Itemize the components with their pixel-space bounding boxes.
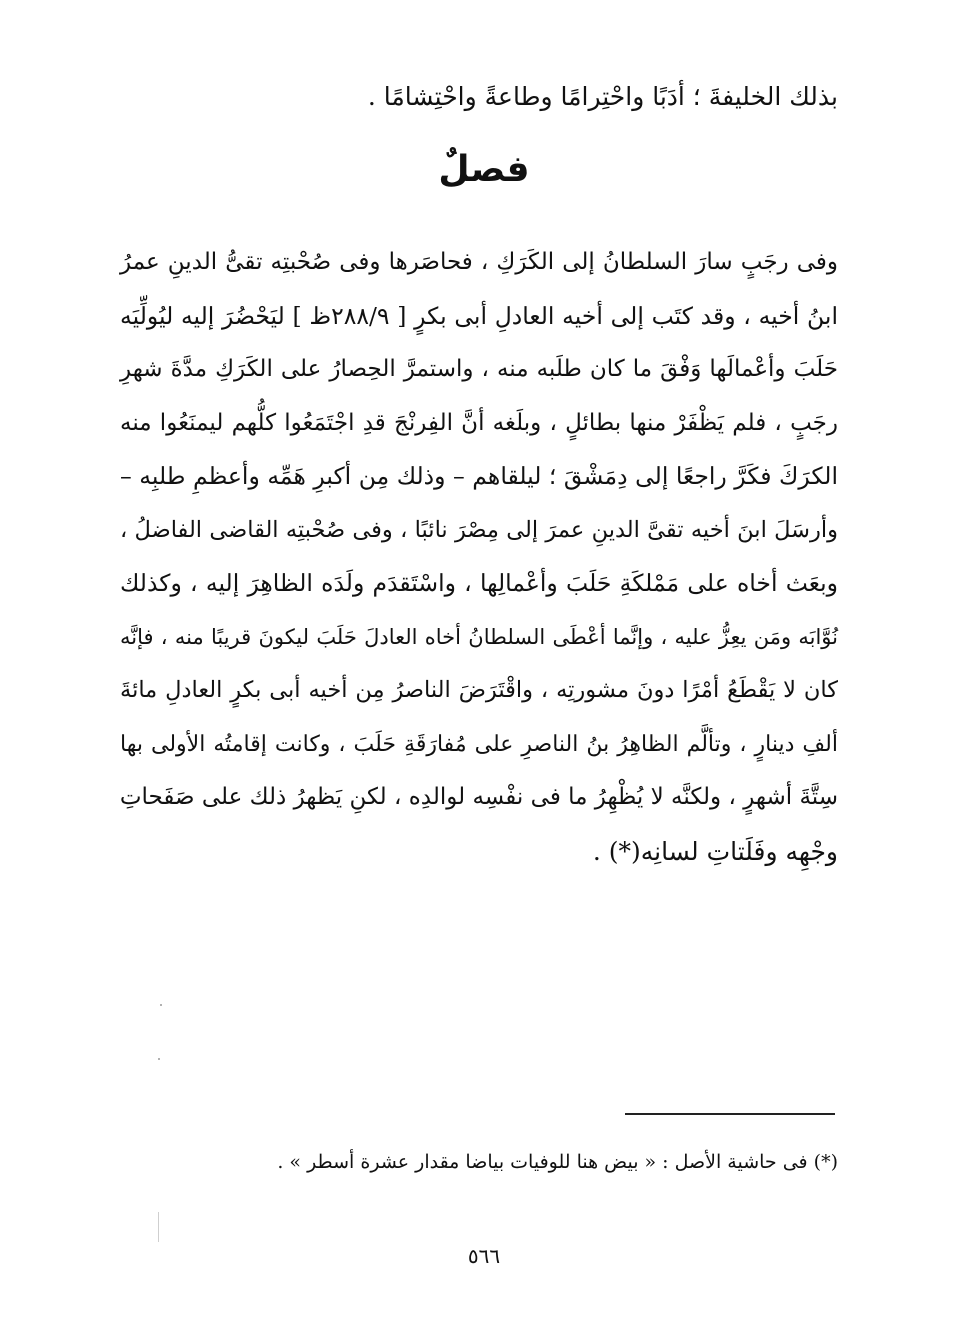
text-line: سِتَّةَ أشهرٍ ، ولكنَّه لا يُظْهِرُ ما فى نفْسِه لوالدِه ، لكنِ يَظهرُ ذلك على صَفَحاتِ bbox=[119, 784, 838, 810]
text-line: ابنُ أخيه ، وقد كتَب إلى أخيه العادلِ أبى بكرٍ [ ٢٨٨/٩ظ ] ليَحْضُرَ إليه ليُولِّيَه bbox=[120, 301, 838, 330]
footnote-separator bbox=[625, 1113, 835, 1115]
body-paragraph bbox=[120, 236, 838, 878]
text-line: وأرسَلَ ابنَ أخيه تقىَّ الدينِ عمرَ إلى مِصْرَ نائبًا ، وفى صُحْبتِه القاضى الفاضلُ ، bbox=[120, 516, 838, 543]
scan-speck bbox=[158, 1058, 160, 1060]
text-line: وفى رجَبٍ سارَ السلطانُ إلى الكَرَكِ ، فحاصَرها وفى صُحْبتِه تقىُّ الدينِ عمرُ bbox=[120, 249, 838, 275]
text-line: ألفِ دينارٍ ، وتألَّم الظاهِرُ بنُ الناصرِ على مُفارَقَةِ حَلَبَ ، وكانت إقامتُه الأولى بها bbox=[120, 731, 838, 757]
text-line: وبعَث أخاه على مَمْلكَةِ حَلَبَ وأعْمالِها ، واسْتَقدَم ولَدَه الظاهِرَ إليه ، وكذلك bbox=[120, 569, 838, 597]
footnote: (*) فى حاشية الأصل : « بيض هنا للوفيات بياضا مقدار عشرة أسطر » . bbox=[277, 1151, 838, 1173]
scan-speck bbox=[160, 1004, 162, 1006]
text-line: رجَبٍ ، فلم يَظْفَرْ منها بطائلٍ ، وبلَغه أنَّ الفِرنْجَ قدِ اجْتَمَعُوا كلُّهم ليمنَعُوا منه bbox=[120, 409, 838, 436]
continuation-line bbox=[120, 70, 838, 124]
text-line: وجْهِه وفَلَتاتِ لسانِه(*) . bbox=[592, 836, 838, 866]
text-line: بذلك الخليفةَ ؛ أدَبًا واحْتِرامًا وطاعةً واحْتِشامًا . bbox=[367, 82, 838, 111]
page-number: ٥٦٦ bbox=[467, 1244, 501, 1268]
text-line: الكرَكَ فكَرَّ راجعًا إلى دِمَشْقَ ؛ ليلقاهم – وذلك مِن أكبرِ هَمِّه وأعظمِ طلبِه – bbox=[120, 462, 838, 490]
text-line: كان لا يَقْطَعُ أمْرًا دونَ مشورتِه ، واقْتَرَضَ الناصرُ مِن أخيه أبى بكرٍ العادلِ مائةَ bbox=[120, 677, 838, 703]
section-heading: فصلٌ bbox=[438, 149, 530, 190]
text-line: نُوَّابَه ومَن يعِزُّ عليه ، وإنَّما أعْطَى السلطانُ أخاه العادلَ حَلَبَ ليكونَ قريبًا منه ، فإنَّه bbox=[120, 624, 838, 649]
scan-mark bbox=[158, 1212, 159, 1242]
text-line: حَلَبَ وأعْمالَها وَفْقَ ما كان طلَبه منه ، واستمرَّ الحِصارُ على الكَرَكِ مدَّةَ شهرِ bbox=[120, 356, 838, 382]
